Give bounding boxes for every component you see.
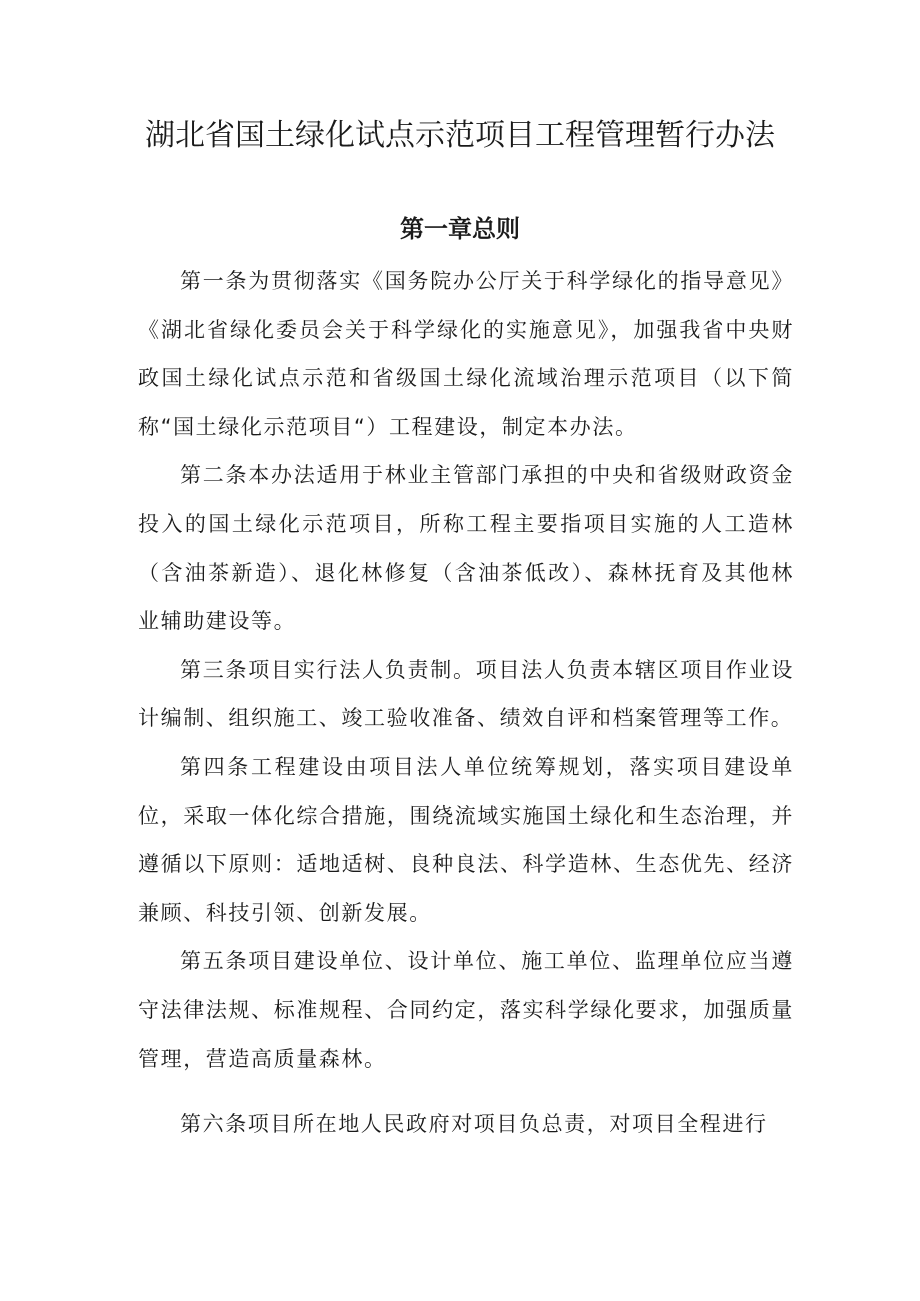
article-6: 第六条项目所在地人民政府对项目负总责，对项目全程进行	[180, 1112, 768, 1137]
article-1: 第一条为贯彻落实《国务院办公厅关于科学绿化的指导意见》《湖北省绿化委员会关于科学绿化的实施意见》，加强我省中央财政国土绿化试点示范和省级国土绿化流域治理示范项目（以下简称“国土绿化示范项目“）工程建设，制定本办法。	[138, 269, 794, 439]
document-body	[138, 257, 794, 1149]
article-5: 第五条项目建设单位、设计单位、施工单位、监理单位应当遵守法律法规、标准规程、合同约定，落实科学绿化要求，加强质量管理，营造高质量森林。	[138, 949, 794, 1071]
article-2: 第二条本办法适用于林业主管部门承担的中央和省级财政资金投入的国土绿化示范项目，所称工程主要指项目实施的人工造林（含油茶新造）、退化林修复（含油茶低改）、森林抚育及其他林业辅助建设等。	[138, 463, 794, 634]
article-3: 第三条项目实行法人负责制。项目法人负责本辖区项目作业设计编制、组织施工、竣工验收准备、绩效自评和档案管理等工作。	[138, 657, 794, 731]
article-4: 第四条工程建设由项目法人单位统筹规划，落实项目建设单位，采取一体化综合措施，围绕流域实施国土绿化和生态治理，并遵循以下原则：适地适树、良种良法、科学造林、生态优先、经济兼顾、科技引领、创新发展。	[138, 754, 794, 925]
chapter-heading: 第一章总则	[400, 215, 520, 243]
document-title: 湖北省国土绿化试点示范项目工程管理暂行办法	[145, 118, 775, 153]
